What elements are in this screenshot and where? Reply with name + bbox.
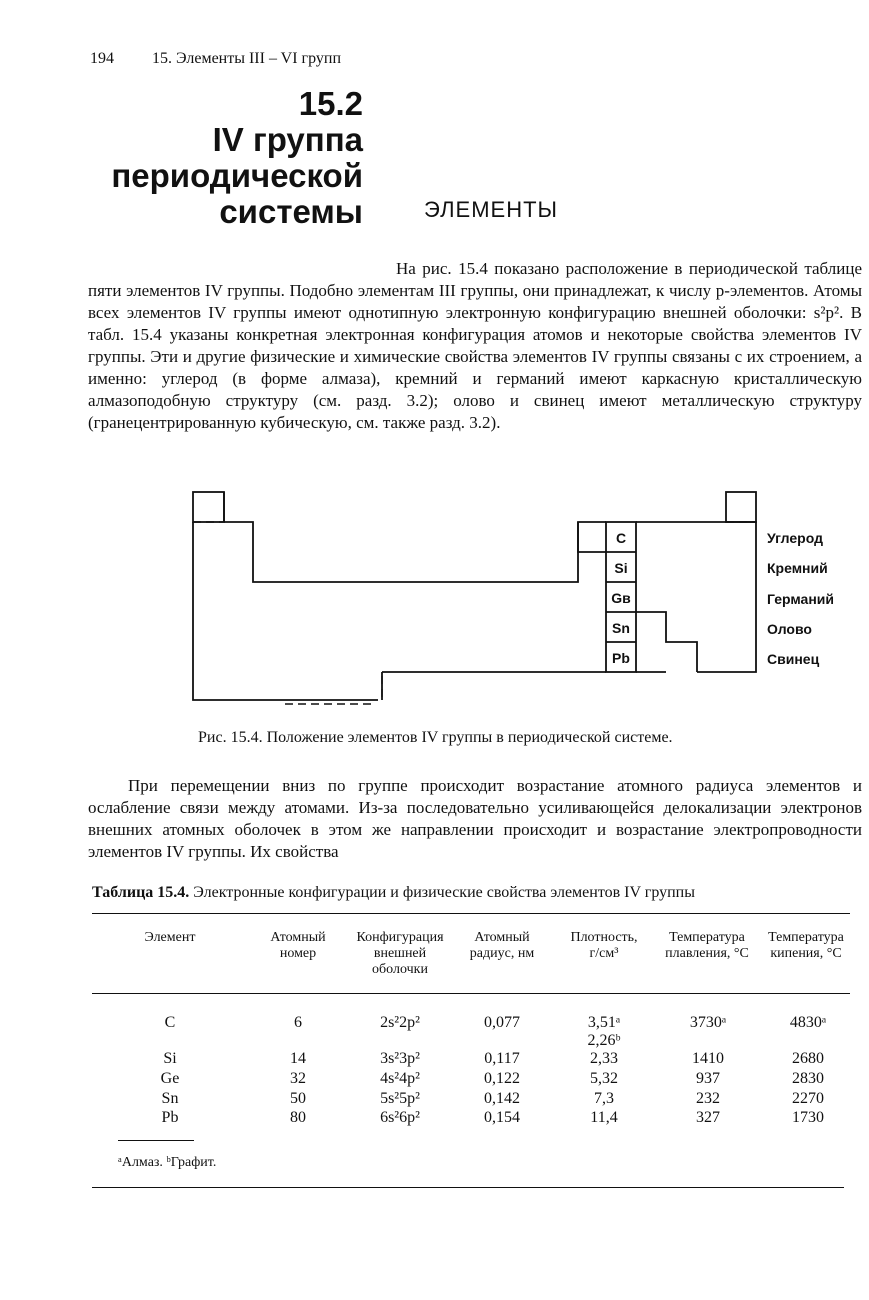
header-line: оболочки	[372, 962, 428, 977]
cell-element: Si	[163, 1050, 177, 1067]
table-bottom-rule	[92, 1187, 844, 1188]
cell-config: 5s²5p²	[380, 1090, 420, 1107]
element-symbol-pb: Pb	[612, 650, 630, 666]
diagram-outline-right	[636, 522, 756, 672]
cell-melting: 1410	[692, 1050, 724, 1067]
element-symbol-c: C	[615, 530, 627, 546]
cell-config: 3s²3p²	[380, 1050, 420, 1067]
element-name-silicon: Кремний	[767, 560, 828, 576]
header-line: радиус, нм	[469, 946, 535, 961]
cell-number: 50	[290, 1090, 306, 1107]
table-caption: Электронные конфигурации и физические свойства элементов IV группы	[193, 884, 695, 901]
section-title-line-1: IV группа	[212, 121, 363, 158]
cell-number: 80	[290, 1109, 306, 1126]
element-symbol-si: Si	[614, 560, 628, 576]
header-line: Конфигурация	[356, 930, 444, 945]
header-line: внешней	[373, 946, 427, 961]
cell-melting: 937	[696, 1070, 720, 1087]
cell-radius: 0,122	[484, 1070, 520, 1087]
header-line: Температура	[669, 930, 745, 945]
cell-number: 32	[290, 1070, 306, 1087]
cell-element: Ge	[160, 1070, 180, 1087]
header-line: номер	[279, 946, 317, 961]
cell-radius: 0,117	[484, 1050, 520, 1067]
cell-element: C	[164, 1014, 176, 1031]
cell-density: 7,3	[594, 1090, 614, 1107]
header-line: Элемент	[144, 930, 196, 945]
cell-radius: 0,154	[484, 1109, 520, 1126]
cell-config: 6s²6p²	[380, 1109, 420, 1126]
figure-caption: Рис. 15.4. Положение элементов IV группы в периодической системе.	[198, 729, 673, 746]
section-title-line-2: периодической	[111, 157, 363, 194]
second-paragraph-block	[88, 775, 862, 863]
section-number: 15.2	[298, 85, 363, 122]
cell-number: 6	[294, 1014, 302, 1031]
header-element	[120, 930, 220, 946]
header-boiling	[760, 930, 852, 962]
cell-radius: 0,142	[484, 1090, 520, 1107]
running-title: 15. Элементы III – VI групп	[152, 50, 342, 67]
element-name-tin: Олово	[767, 621, 812, 637]
table-footnote: ᵃАлмаз. ᵇГрафит.	[118, 1155, 217, 1170]
cell-element: Sn	[161, 1090, 179, 1107]
cell-density: 5,32	[590, 1070, 618, 1087]
cell-boiling: 4830ᵃ	[789, 1014, 827, 1031]
table-header-rule	[92, 993, 850, 994]
diagram-step	[578, 522, 606, 552]
header-line: Атомный	[474, 930, 530, 945]
header-melting	[652, 930, 762, 962]
element-name-carbon: Углерод	[767, 530, 823, 546]
cell-boiling: 2680	[792, 1050, 824, 1067]
cell-element: Pb	[161, 1109, 179, 1126]
cell-boiling: 2270	[792, 1090, 824, 1107]
header-line: Атомный	[270, 930, 326, 945]
cell-config: 4s²4p²	[380, 1070, 420, 1087]
section-kicker: ЭЛЕМЕНТЫ	[424, 197, 558, 222]
header-radius	[456, 930, 548, 962]
cell-boiling: 1730	[792, 1109, 824, 1126]
header-line: Плотность,	[570, 930, 638, 945]
diagram-cell-he	[726, 492, 756, 522]
footnote-rule	[118, 1140, 194, 1141]
header-line: кипения, °С	[770, 946, 842, 961]
header-density	[556, 930, 652, 962]
second-paragraph: При перемещении вниз по группе происходит возрастание атомного радиуса элементов и ослабление связи между атомами. Из-за последовательно усиливающейся делокализации электронов внешних атомных оболочек в этом же направлении происходит и возрастание электропроводности элементов IV группы. Их свойства	[88, 776, 862, 861]
cell-density-graphite: 2,26ᵇ	[587, 1032, 621, 1049]
header-line: плавления, °С	[665, 946, 749, 961]
element-symbol-ge: Gв	[611, 590, 631, 606]
diagram-outline-top	[224, 522, 606, 582]
header-configuration	[340, 930, 460, 978]
element-name-germanium: Германий	[767, 591, 835, 607]
cell-melting: 327	[696, 1109, 720, 1126]
element-symbol-sn: Sn	[612, 620, 630, 636]
cell-config: 2s²2p²	[380, 1014, 420, 1031]
cell-density: 3,51ᵃ	[587, 1014, 621, 1031]
header-atomic-number	[250, 930, 346, 962]
element-name-lead: Свинец	[767, 651, 820, 667]
header-line: Температура	[768, 930, 844, 945]
diagram-step-right	[636, 612, 697, 672]
cell-density: 11,4	[590, 1109, 618, 1126]
diagram-outline-left	[193, 522, 378, 700]
cell-number: 14	[290, 1050, 306, 1067]
cell-density: 2,33	[590, 1050, 618, 1067]
table-top-rule	[92, 913, 850, 914]
intro-paragraph: На рис. 15.4 показано расположение в периодической таблице пяти элементов IV группы. Подобно элементам III группы, они принадлежат, к числу р-элементов. Атомы всех элементов IV группы имеют однотипную электронную конфигурацию внешней оболочки: s²p². В табл. 15.4 указаны конкретная электронная конфигурация атомов и некоторые свойства элементов IV группы. Эти и другие физические и химические свойства элементов IV группы связаны с их строением, а именно: углерод (в форме алмаза), кремний и германий имеют каркасную кристаллическую алмазоподобную структуру (см. разд. 3.2); олово и свинец имеют металлическую структуру (гранецентрированную кубическую, см. также разд. 3.2).	[88, 259, 862, 432]
table-label: Таблица 15.4.	[92, 884, 190, 901]
header-line: г/см³	[589, 946, 619, 961]
cell-radius: 0,077	[484, 1014, 520, 1031]
page-number: 194	[90, 50, 114, 67]
cell-boiling: 2830	[792, 1070, 824, 1087]
cell-melting: 232	[696, 1090, 720, 1107]
table-title	[92, 884, 695, 902]
diagram-cell-h	[193, 492, 224, 522]
section-title-line-3: системы	[219, 193, 363, 230]
cell-melting: 3730ᵃ	[689, 1014, 727, 1031]
